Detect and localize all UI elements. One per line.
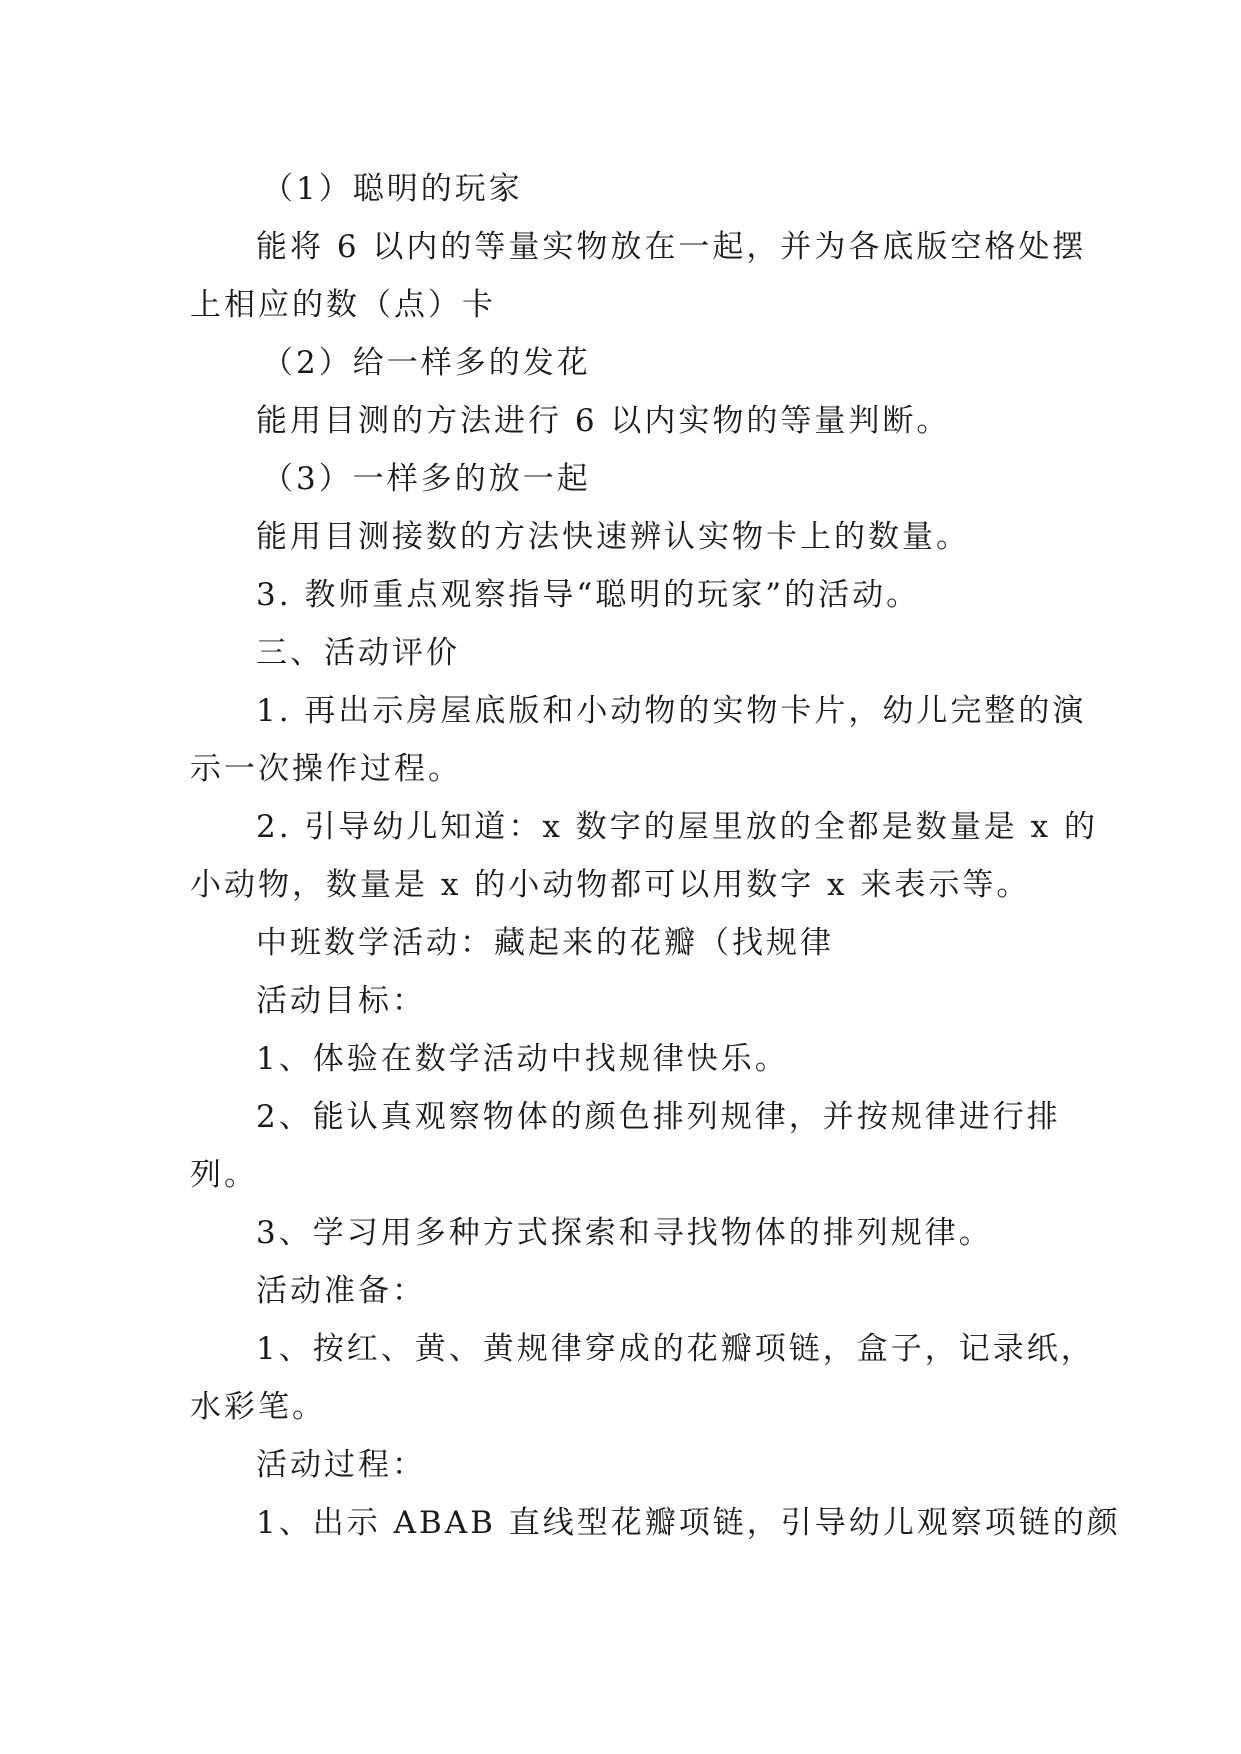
- list-item: 1、按红、黄、黄规律穿成的花瓣项链，盒子，记录纸，: [256, 1331, 1095, 1367]
- heading-put-together: （3）一样多的放一起: [262, 461, 591, 497]
- activity-title: 中班数学活动：藏起来的花瓣（找规律: [256, 925, 834, 961]
- section-heading-goals: 活动目标：: [256, 983, 426, 1019]
- paragraph-line: 能用目测的方法进行 6 以内实物的等量判断。: [256, 403, 951, 439]
- heading-give-flowers: （2）给一样多的发花: [262, 345, 591, 381]
- paragraph-line: 2. 引导幼儿知道：x 数字的屋里放的全都是数量是 x 的: [256, 809, 1098, 845]
- document-body: [190, 160, 1121, 1552]
- heading-smart-player: （1）聪明的玩家: [262, 171, 523, 207]
- paragraph-line: 示一次操作过程。: [190, 751, 462, 787]
- list-item-continuation: 水彩笔。: [190, 1389, 326, 1425]
- paragraph-line: 小动物，数量是 x 的小动物都可以用数字 x 来表示等。: [190, 867, 1031, 903]
- list-item: 1、出示 ABAB 直线型花瓣项链，引导幼儿观察项链的颜: [256, 1505, 1121, 1541]
- paragraph-line: 上相应的数（点）卡: [190, 287, 496, 323]
- section-heading-preparation: 活动准备：: [256, 1273, 426, 1309]
- section-heading-evaluation: 三、活动评价: [256, 635, 460, 671]
- paragraph-line: 能用目测接数的方法快速辨认实物卡上的数量。: [256, 519, 970, 555]
- list-item: 3、学习用多种方式探索和寻找物体的排列规律。: [256, 1215, 993, 1251]
- section-heading-process: 活动过程：: [256, 1447, 426, 1483]
- paragraph-line: 能将 6 以内的等量实物放在一起，并为各底版空格处摆: [256, 229, 1087, 265]
- list-item: 1、体验在数学活动中找规律快乐。: [256, 1041, 789, 1077]
- paragraph-line: 3. 教师重点观察指导“聪明的玩家”的活动。: [256, 577, 921, 613]
- paragraph-line: 1. 再出示房屋底版和小动物的实物卡片，幼儿完整的演: [256, 693, 1087, 729]
- list-item: 2、能认真观察物体的颜色排列规律，并按规律进行排: [256, 1099, 1061, 1135]
- list-item-continuation: 列。: [190, 1157, 258, 1193]
